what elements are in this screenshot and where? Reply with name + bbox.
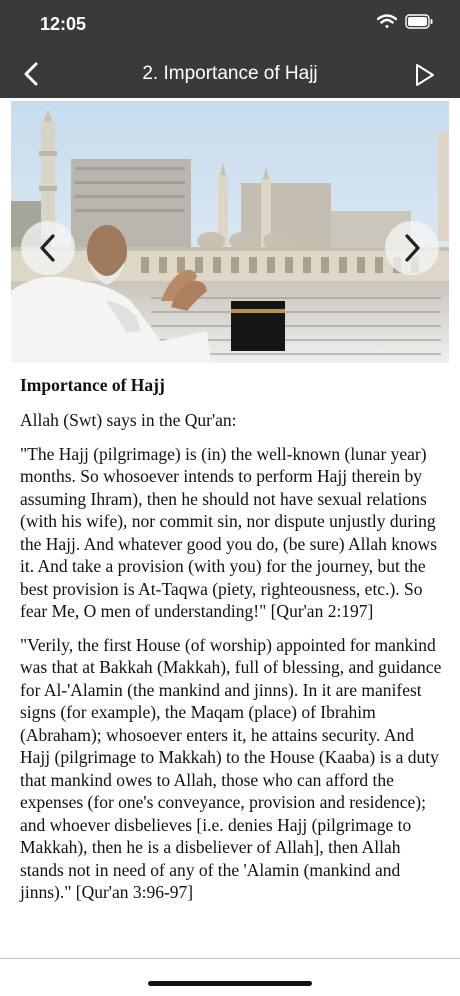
play-button[interactable] <box>412 61 438 89</box>
status-time: 12:05 <box>40 14 87 34</box>
chevron-left-icon <box>37 233 59 263</box>
page-title: 2. Importance of Hajj <box>142 63 318 84</box>
navigation-bar <box>0 50 460 98</box>
back-button[interactable] <box>18 60 46 88</box>
kaaba-photo <box>11 101 449 363</box>
previous-image-button[interactable] <box>21 221 75 275</box>
article-content <box>20 373 442 915</box>
chevron-right-icon <box>401 233 423 263</box>
bottom-divider <box>0 958 460 959</box>
battery-icon <box>405 14 434 34</box>
wifi-icon <box>377 14 397 34</box>
quran-quote-3-96-97: "Verily, the first House (of worship) appointed for mankind was that at Bakkah (Makkah), full of blessing, and guidance for Al-'Alamin (the mankind and jinns). In it are manifest signs (for example), the Maqam (place) of Ibrahim (Abraham); whosoever enters it, he attains security. And Hajj (pilgrimage to Makkah) to the House (Kaaba) is a duty that mankind owes to Allah, those who can afford the expenses (for one's conveyance, provision and residence); and whoever disbelieves [i.e. denies Hajj (pilgrimage to Makkah), then he is a disbeliever of Allah], then Allah stands not in need of any of the 'Alamin (mankind and jinns)." [Qur'an 3:96-97] <box>20 634 442 902</box>
quran-quote-2-197: "The Hajj (pilgrimage) is (in) the well-known (lunar year) months. So whosoever intends to perform Hajj therein by assuming Ihram), then he should not have sexual relations (with his wife), nor commit sin, nor dispute unjustly during the Hajj. And whatever good you do, (be sure) Allah knows it. And take a provision (with you) for the journey, but the best provision is At-Taqwa (piety, righteousness, etc.). So fear Me, O men of understanding!" [Qur'an 2:197] <box>20 443 438 621</box>
status-icons <box>377 15 434 33</box>
chevron-left-icon <box>18 60 46 88</box>
article-heading: Importance of Hajj <box>20 375 165 395</box>
article-intro: Allah (Swt) says in the Qur'an: <box>20 410 237 430</box>
home-indicator[interactable] <box>148 981 312 986</box>
play-icon <box>412 61 438 89</box>
hero-image <box>11 101 449 363</box>
next-image-button[interactable] <box>385 221 439 275</box>
status-bar <box>0 0 460 50</box>
